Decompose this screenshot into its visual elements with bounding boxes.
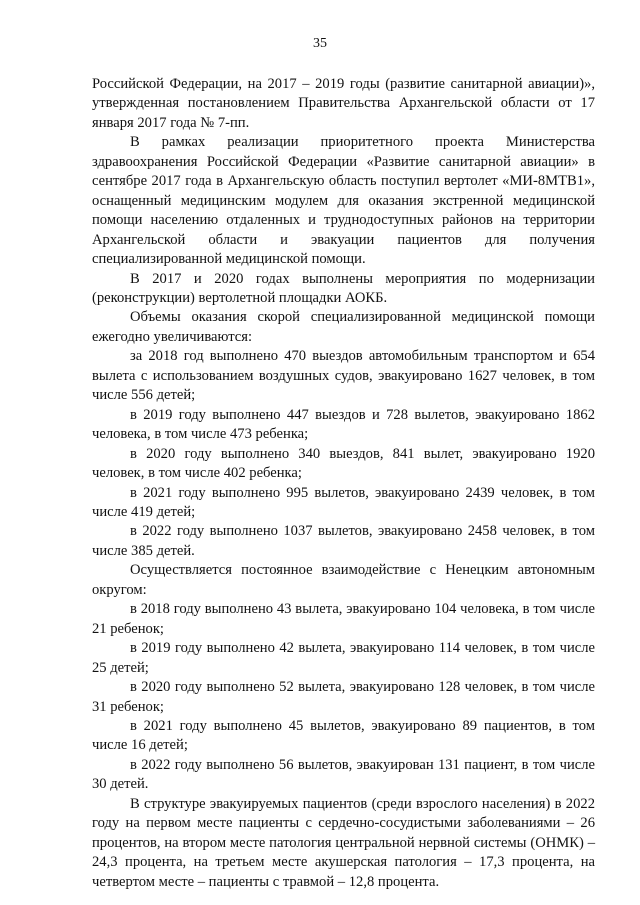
nenets-item-2021: в 2021 году выполнено 45 вылетов, эвакуировано 89 пациентов, в том числе 16 детей; — [92, 717, 595, 754]
nenets-item-2020: в 2020 году выполнено 52 вылета, эвакуировано 128 человек, в том числе 31 ребенок; — [92, 679, 595, 715]
list-item-2019: в 2019 году выполнено 447 выездов и 728 вылетов, эвакуировано 1862 человека, в том числе 473 ребенка; — [92, 406, 595, 443]
paragraph-nenets-intro: Осуществляется постоянное взаимодействие с Ненецким автономным округом: — [92, 562, 595, 598]
paragraph-helipad: В 2017 и 2020 годах выполнены мероприятия по модернизации (реконструкции) вертолетной площадки АОКБ. — [92, 270, 595, 306]
page-number: 35 — [313, 36, 327, 51]
list-item-2021: в 2021 году выполнено 995 вылетов, эвакуировано 2439 человек, в том числе 419 детей; — [92, 484, 595, 520]
paragraph-structure: В структуре эвакуируемых пациентов (среди взрослого населения) в 2022 году на первом месте пациенты с сердечно-сосудистыми заболеваниями – 26 процентов, на втором месте патология центральной нервной системы (ОНМК) – 24,3 процента, на третьем месте акушерская патология – 17,3 процента, на четвертом месте – пациенты с травмой – 12,8 процента. — [92, 795, 595, 890]
list-item-2020: в 2020 году выполнено 340 выездов, 841 вылет, эвакуировано 1920 человек, в том числе 402 ребенка; — [92, 445, 595, 482]
paragraph-continuation: Российской Федерации, на 2017 – 2019 годы (развитие санитарной авиации)», утвержденная постановлением Правительства Архангельской области от 17 января 2017 года № 7-пп. — [92, 76, 595, 131]
nenets-item-2019: в 2019 году выполнено 42 вылета, эвакуировано 114 человек, в том числе 25 детей; — [92, 640, 595, 676]
nenets-item-2018: в 2018 году выполнено 43 вылета, эвакуировано 104 человека, в том числе 21 ребенок; — [92, 601, 595, 637]
document-body — [92, 75, 595, 892]
nenets-item-2022: в 2022 году выполнено 56 вылетов, эвакуирован 131 пациент, в том числе 30 детей. — [92, 756, 595, 793]
paragraph-helicopter: В рамках реализации приоритетного проекта Министерства здравоохранения Российской Федерации «Развитие санитарной авиации» в сентябре 2017 года в Архангельскую область поступил вертолет «МИ-8МТВ1», оснащенный медицинским модулем для оказания экстренной медицинской помощи населению отдаленных и труднодоступных районов на территории Архангельской области и эвакуации пациентов для получения специализированной медицинской помощи. — [92, 134, 595, 268]
list-item-2018: за 2018 год выполнено 470 выездов автомобильным транспортом и 654 вылета с использованием воздушных судов, эвакуировано 1627 человек, в том числе 556 детей; — [92, 348, 595, 404]
paragraph-volumes-intro: Объемы оказания скорой специализированной медицинской помощи ежегодно увеличиваются: — [92, 309, 595, 345]
list-item-2022: в 2022 году выполнено 1037 вылетов, эвакуировано 2458 человек, в том числе 385 детей. — [92, 523, 595, 559]
